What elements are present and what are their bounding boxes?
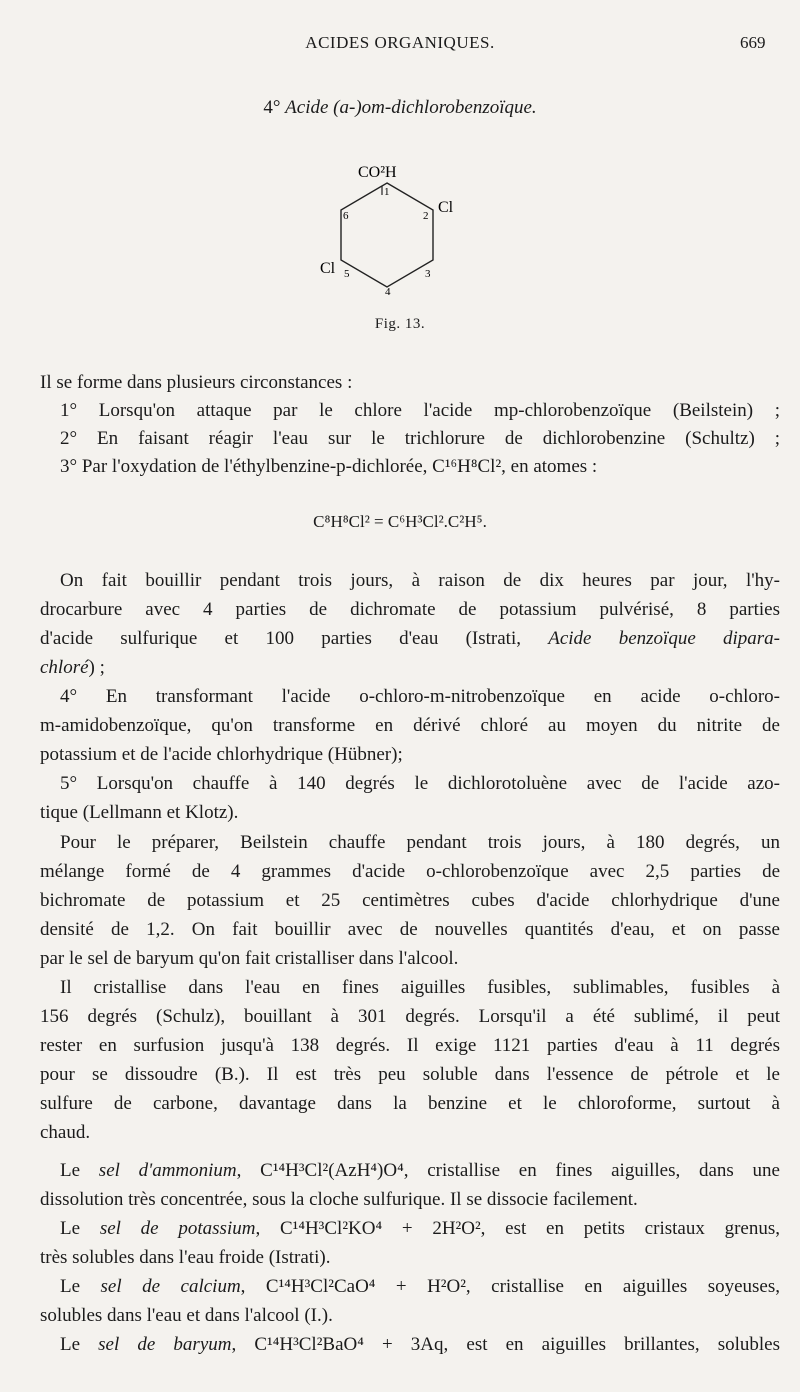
text-line: potassium et de l'acide chlorhydrique (Hübner); xyxy=(40,744,403,765)
text-span: , C¹⁴H³Cl²BaO⁴ + 3Aq, est en aiguilles brillantes, solubles xyxy=(231,1334,780,1355)
text-line: Il cristallise dans l'eau en fines aiguilles fusibles, sublimables, fusibles à xyxy=(60,977,780,998)
text-span: Le xyxy=(60,1334,99,1355)
hexagon-ring xyxy=(341,183,433,287)
vertex-5: 5 xyxy=(344,268,350,280)
citation-italic: Acide benzoïque dipara- xyxy=(548,628,780,649)
text-span: , C¹⁴H³Cl²KO⁴ + 2H²O², est en petits cristaux grenus, xyxy=(255,1218,780,1239)
chlorine-left-label: Cl xyxy=(320,260,336,277)
equation: C⁸H⁸Cl² = C⁶H³Cl².C²H⁵. xyxy=(313,512,487,531)
text-line: m-amidobenzoïque, qu'on transforme en dérivé chloré au moyen du nitrite de xyxy=(40,715,780,736)
text-line: rester en surfusion jusqu'à 138 degrés. Il exige 1121 parties d'eau à 11 degrés xyxy=(40,1035,780,1056)
text-line: 5° Lorsqu'on chauffe à 140 degrés le dichlorotoluène avec de l'acide azo- xyxy=(60,773,780,794)
vertex-6: 6 xyxy=(343,210,349,222)
text-line: tique (Lellmann et Klotz). xyxy=(40,802,239,823)
vertex-2: 2 xyxy=(423,210,429,222)
text-span: , C¹⁴H³Cl²(AzH⁴)O⁴, cristallise en fines aiguilles, dans une xyxy=(236,1160,780,1181)
text-line: mélange formé de 4 grammes d'acide o-chlorobenzoïque avec 2,5 parties de xyxy=(40,861,780,882)
text-line: drocarbure avec 4 parties de dichromate de potassium pulvérisé, 8 parties xyxy=(40,599,780,620)
salt-name: sel de potassium xyxy=(99,1218,256,1239)
vertex-4: 4 xyxy=(385,286,391,298)
figure-caption: Fig. 13. xyxy=(374,316,426,332)
text-line: Pour le préparer, Beilstein chauffe pendant trois jours, à 180 degrés, un xyxy=(60,832,780,853)
text-span: d'acide sulfurique et 100 parties d'eau (Istrati, xyxy=(40,628,549,649)
text-line xyxy=(40,628,780,650)
text-line: Il se forme dans plusieurs circonstances : xyxy=(40,372,353,393)
text-line: dissolution très concentrée, sous la cloche sulfurique. Il se dissocie facilement. xyxy=(40,1189,638,1210)
text-line: solubles dans l'eau et dans l'alcool (I.). xyxy=(40,1305,333,1326)
text-line: chaud. xyxy=(40,1122,91,1143)
text-line: 156 degrés (Schulz), bouillant à 301 degrés. Lorsqu'il a été sublimé, il peut xyxy=(40,1006,780,1027)
text-line: par le sel de baryum qu'on fait cristalliser dans l'alcool. xyxy=(40,948,459,969)
salt-name: sel de calcium xyxy=(100,1276,241,1297)
text-span: Le xyxy=(60,1276,101,1297)
text-span: , C¹⁴H³Cl²CaO⁴ + H²O², cristallise en aiguilles soyeuses, xyxy=(240,1276,780,1297)
running-header: ACIDES ORGANIQUES. xyxy=(305,33,495,52)
page-number: 669 xyxy=(740,33,766,52)
text-line: 4° En transformant l'acide o-chloro-m-nitrobenzoïque en acide o-chloro- xyxy=(60,686,780,707)
text-line: sulfure de carbone, davantage dans la benzine et le chloroforme, surtout à xyxy=(40,1093,780,1114)
section-title xyxy=(0,97,800,119)
text-line: pour se dissoudre (B.). Il est très peu soluble dans l'essence de pétrole et le xyxy=(40,1064,780,1085)
text-line: très solubles dans l'eau froide (Istrati). xyxy=(40,1247,331,1268)
co2h-label: CO²H xyxy=(358,164,397,181)
text-line: bichromate de potassium et 25 centimètres cubes d'acide chlorhydrique d'une xyxy=(40,890,780,911)
text-span: Le xyxy=(60,1218,100,1239)
text-line xyxy=(40,1218,780,1240)
text-line: On fait bouillir pendant trois jours, à raison de dix heures par jour, l'hy- xyxy=(60,570,780,591)
vertex-3: 3 xyxy=(425,268,431,280)
text-line xyxy=(40,1160,780,1182)
chlorine-right-label: Cl xyxy=(438,199,454,216)
text-line: 1° Lorsqu'on attaque par le chlore l'acide mp-chlorobenzoïque (Beilstein) ; xyxy=(60,400,780,421)
section-number: 4° xyxy=(263,97,281,118)
text-line xyxy=(40,1334,780,1356)
salt-name: sel d'ammonium xyxy=(98,1160,237,1181)
text-line: 3° Par l'oxydation de l'éthylbenzine-p-dichlorée, C¹⁶H⁸Cl², en atomes : xyxy=(60,456,598,477)
benzene-ring-figure xyxy=(300,155,500,315)
text-line: 2° En faisant réagir l'eau sur le trichlorure de dichlorobenzine (Schultz) ; xyxy=(60,428,780,449)
text-span: ) ; xyxy=(88,657,105,678)
vertex-1: 1 xyxy=(384,186,390,198)
text-line xyxy=(40,657,780,679)
text-line: densité de 1,2. On fait bouillir avec de nouvelles quantités d'eau, et on passe xyxy=(40,919,780,940)
text-line xyxy=(40,1276,780,1298)
text-span: Le xyxy=(60,1160,99,1181)
section-name: Acide (a-)om-dichlorobenzoïque. xyxy=(285,97,537,118)
citation-italic: chloré xyxy=(40,657,89,678)
salt-name: sel de baryum xyxy=(98,1334,232,1355)
